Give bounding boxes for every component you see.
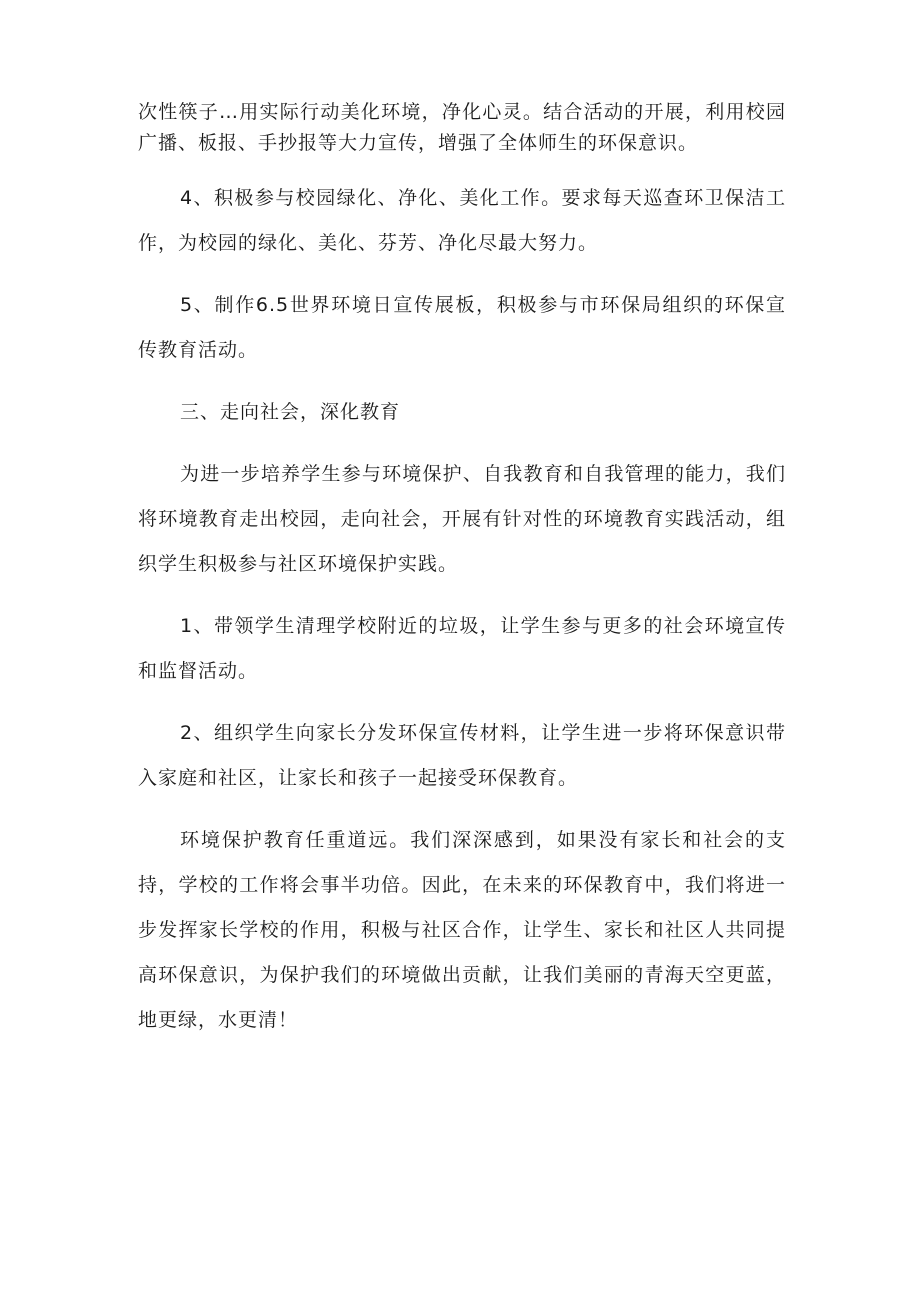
paragraph-item-1: 1、带领学生清理学校附近的垃圾，让学生参与更多的社会环境宣传和监督活动。 bbox=[138, 615, 786, 682]
paragraph-continuation: 次性筷子…用实际行动美化环境，净化心灵。结合活动的开展，利用校园广播、板报、手抄报等大力宣传，增强了全体师生的环保意识。 bbox=[138, 101, 786, 154]
paragraph-conclusion: 环境保护教育任重道远。我们深深感到，如果没有家长和社会的支持，学校的工作将会事半功倍。因此，在未来的环保教育中，我们将进一步发挥家长学校的作用，积极与社区合作，让学生、家长和社区人共同提高环保意识，为保护我们的环境做出贡献，让我们美丽的青海天空更蓝，地更绿，水更清！ bbox=[138, 829, 786, 1031]
section-heading: 三、走向社会，深化教育 bbox=[180, 401, 401, 423]
paragraph-item-2: 2、组织学生向家长分发环保宣传材料，让学生进一步将环保意识带入家庭和社区，让家长和孩子一起接受环保教育。 bbox=[138, 722, 786, 789]
paragraph-item-4: 4、积极参与校园绿化、净化、美化工作。要求每天巡查环卫保洁工作，为校园的绿化、美化、芬芳、净化尽最大努力。 bbox=[138, 187, 786, 254]
paragraph-intro: 为进一步培养学生参与环境保护、自我教育和自我管理的能力，我们将环境教育走出校园，走向社会，开展有针对性的环境教育实践活动，组织学生积极参与社区环境保护实践。 bbox=[138, 463, 786, 575]
paragraph-item-5: 5、制作6.5世界环境日宣传展板，积极参与市环保局组织的环保宣传教育活动。 bbox=[138, 294, 786, 361]
document-page bbox=[138, 97, 786, 1043]
